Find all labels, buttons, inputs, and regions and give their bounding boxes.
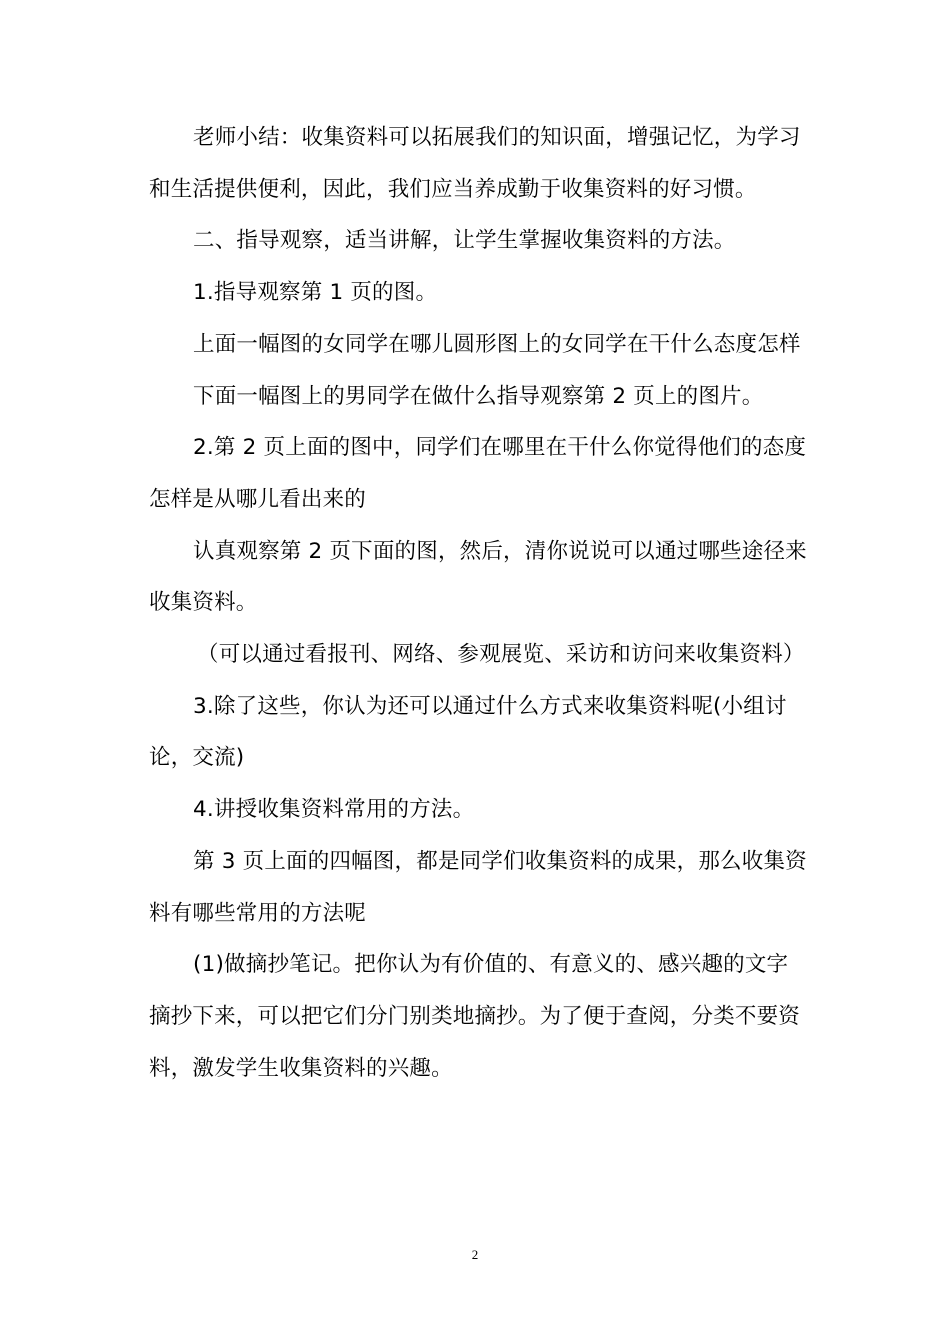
paragraph-teacher-summary: 老师小结：收集资料可以拓展我们的知识面，增强记忆，为学习和生活提供便利，因此，我们应当养成勤于收集资料的好习惯。 xyxy=(149,125,801,202)
paragraph-lower-picture-question: 下面一幅图上的男同学在做什么指导观察第 2 页上的图片。 xyxy=(193,383,764,409)
document-body xyxy=(149,112,809,1094)
paragraph-page-3-pictures: 第 3 页上面的四幅图，都是同学们收集资料的成果，那么收集资料有哪些常用的方法呢 xyxy=(149,848,807,926)
page-number: 2 xyxy=(471,1247,479,1262)
paragraph-section-two-heading: 二、指导观察，适当讲解，让学生掌握收集资料的方法。 xyxy=(193,228,736,254)
paragraph-upper-picture-question: 上面一幅图的女同学在哪儿圆形图上的女同学在干什么态度怎样 xyxy=(193,331,801,357)
paragraph-channels-note: （可以通过看报刊、网络、参观展览、采访和访问来收集资料） xyxy=(197,642,805,668)
paragraph-method-notes: (1)做摘抄笔记。把你认为有价值的、有意义的、感兴趣的文字摘抄下来，可以把它们分门别类地摘抄。为了便于查阅，分类不要资料，激发学生收集资料的兴趣。 xyxy=(149,952,801,1081)
paragraph-step-3: 3.除了这些，你认为还可以通过什么方式来收集资料呢(小组讨论，交流) xyxy=(149,693,787,771)
paragraph-step-2: 2.第 2 页上面的图中，同学们在哪里在干什么你觉得他们的态度怎样是从哪儿看出来的 xyxy=(149,435,807,512)
paragraph-observe-page-2: 认真观察第 2 页下面的图，然后，清你说说可以通过哪些途径来收集资料。 xyxy=(149,538,807,616)
paragraph-step-4: 4.讲授收集资料常用的方法。 xyxy=(193,797,475,823)
paragraph-step-1: 1.指导观察第 1 页的图。 xyxy=(193,280,438,306)
